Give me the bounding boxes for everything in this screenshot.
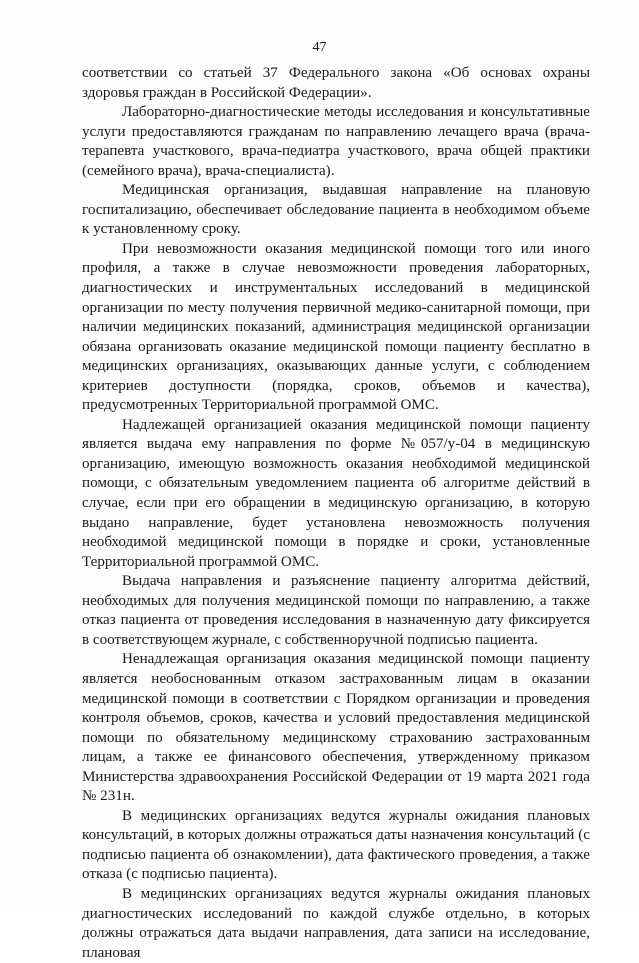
document-body xyxy=(82,64,590,963)
paragraph-proper-organization: Надлежащей организацией оказания медицинской помощи пациенту является выдача ему направления по форме №057/у-04 в медицинскую организацию, имеющую возможность оказания необходимой медицинской помощи, с обязательным уведомлением пациента об алгоритме действий в случае, если при его обращении в медицинскую организацию, в которую выдано направление, будет установлена невозможность получения необходимой медицинской помощи в порядке и сроки, установленные Территориальной программой ОМС. xyxy=(82,416,590,570)
paragraph-continuation: соответствии со статьей 37 Федерального закона «Об основах охраны здоровья граждан в Российской Федерации». xyxy=(82,65,590,101)
paragraph-improper-organization: Ненадлежащая организация оказания медицинской помощи пациенту является необоснованным отказом застрахованным лицам в оказании медицинской помощи в соответствии с Порядком организации и проведения контроля объемов, сроков, качества и условий предоставления медицинской помощи по обязательному медицинскому страхованию застрахованным лицам, а также ее финансового обеспечения, утвержденному приказом Министерства здравоохранения Российской Федерации от 19 марта 2021 года № 231н. xyxy=(82,651,590,805)
paragraph-referral-issuance: Выдача направления и разъяснение пациенту алгоритма действий, необходимых для получения медицинской помощи по направлению, а также отказ пациента от проведения исследования в назначенную дату фиксируется в соответствующем журнале, с собственноручной подписью пациента. xyxy=(82,573,590,648)
paragraph-impossibility: При невозможности оказания медицинской помощи того или иного профиля, а также в случае невозможности проведения лабораторных, диагностических и инструментальных исследований в медицинской организации по месту получения первичной медико-санитарной помощи, при наличии медицинских показаний, администрация медицинской организации обязана организовать оказание медицинской помощи пациенту бесплатно в медицинских организациях, оказывающих данные услуги, с соблюдением критериев доступности (порядка, сроков, объемов и качества), предусмотренных Территориальной программой ОМС. xyxy=(82,240,590,414)
paragraph-diagnostic-journals: В медицинских организациях ведутся журналы ожидания плановых диагностических исследований по каждой службе отдельно, в которых должны отражаться дата выдачи направления, дата записи на исследование, плановая xyxy=(82,885,590,961)
page-number: 47 xyxy=(312,40,327,55)
paragraph-lab-diagnostics: Лабораторно-диагностические методы исследования и консультативные услуги предоставляются гражданам по направлению лечащего врача (врача-терапевта участкового, врача-педиатра участкового, врача общей практики (семейного врача), врача-специалиста). xyxy=(82,104,590,179)
paragraph-hospitalization: Медицинская организация, выдавшая направление на плановую госпитализацию, обеспечивает обследование пациента в необходимом объеме к установленному сроку. xyxy=(82,182,590,238)
paragraph-consultation-journals: В медицинских организациях ведутся журналы ожидания плановых консультаций, в которых должны отражаться даты назначения консультаций (с подписью пациента об ознакомлении), дата фактического проведения, а также отказа (с подписью пациента). xyxy=(82,807,590,883)
